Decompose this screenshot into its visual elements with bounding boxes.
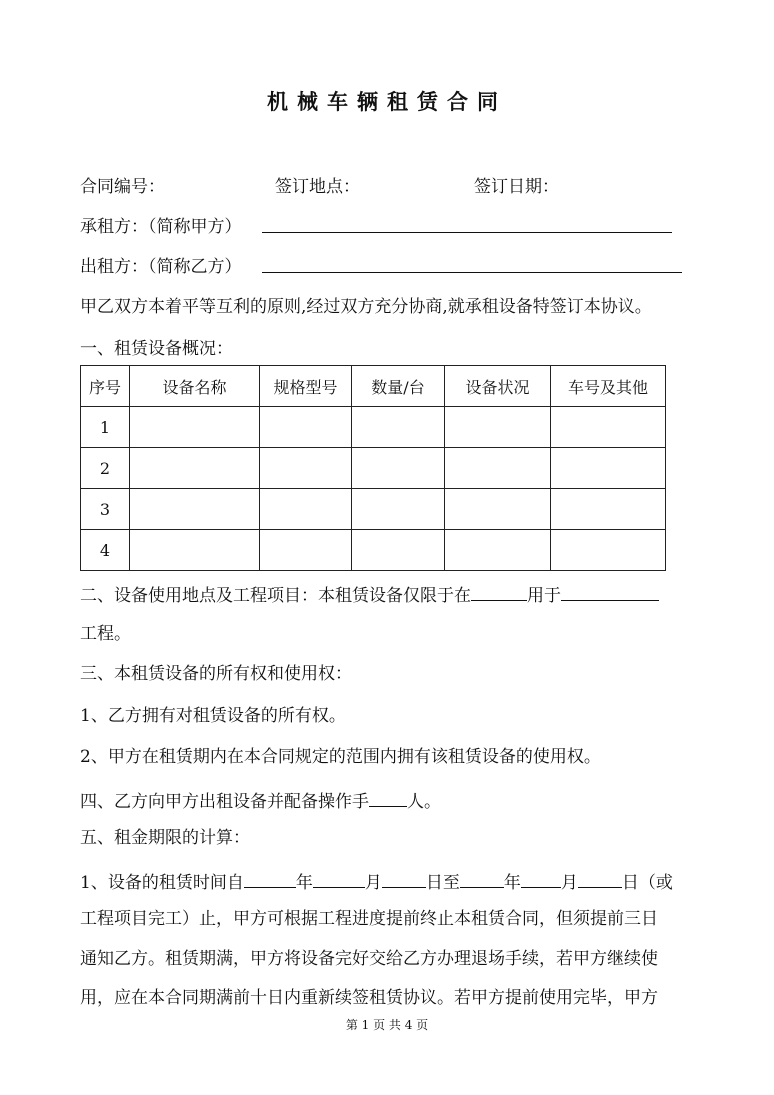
cell-plate[interactable] [551,489,666,530]
month-label: 月 [364,873,382,893]
table-row [81,530,666,571]
sign-place-label: 签订地点： [275,177,360,197]
end-year-blank[interactable] [460,867,504,888]
table-row [81,448,666,489]
end-day-blank[interactable] [578,867,622,888]
project-blank[interactable] [561,580,659,601]
cell-model[interactable] [260,407,352,448]
col-header-name: 设备名称 [130,366,260,407]
operator-count-blank[interactable] [369,786,407,807]
cell-qty[interactable] [352,530,445,571]
col-header-no: 序号 [81,366,130,407]
section4-suffix: 人。 [407,792,441,812]
lessee-label: 承租方：（简称甲方） [80,217,242,237]
section4-line [80,786,441,814]
document-title: 机械车辆租赁合同 [267,90,507,114]
row-number: 2 [81,448,130,489]
start-year-blank[interactable] [244,867,296,888]
col-header-plate: 车号及其他 [551,366,666,407]
end-month-blank[interactable] [521,867,561,888]
section3-item1: 1、乙方拥有对租赁设备的所有权。 [80,706,346,726]
section2-prefix: 二、设备使用地点及工程项目：本租赁设备仅限于在 [80,586,471,606]
section5-heading: 五、租金期限的计算： [80,828,250,848]
cell-condition[interactable] [445,530,551,571]
day-to-label: 日至 [425,873,460,893]
lessee-blank [262,232,672,233]
day-or-label: 日（或 [621,873,673,893]
row-number: 3 [81,489,130,530]
cell-name[interactable] [130,489,260,530]
lessor-blank [262,272,682,273]
start-day-blank[interactable] [382,867,426,888]
cell-model[interactable] [260,448,352,489]
table-row [81,407,666,448]
cell-qty[interactable] [352,448,445,489]
cell-qty[interactable] [352,489,445,530]
year-label-2: 年 [503,873,521,893]
cell-condition[interactable] [445,448,551,489]
cell-plate[interactable] [551,448,666,489]
cell-name[interactable] [130,448,260,489]
cell-condition[interactable] [445,407,551,448]
section2-mid: 用于 [527,586,561,606]
col-header-qty: 数量/台 [352,366,445,407]
col-header-condition: 设备状况 [445,366,551,407]
contract-number-label: 合同编号： [80,177,165,197]
section1-heading: 一、租赁设备概况： [80,339,233,359]
section5-p1-line3: 通知乙方。租赁期满，甲方将设备完好交给乙方办理退场手续，若甲方继续使 [80,949,658,969]
cell-plate[interactable] [551,530,666,571]
section4-prefix: 四、乙方向甲方出租设备并配备操作手 [80,792,369,812]
col-header-model: 规格型号 [260,366,352,407]
cell-qty[interactable] [352,407,445,448]
page-footer: 第 1 页 共 4 页 [345,1018,429,1032]
lessor-label: 出租方：（简称乙方） [80,257,242,277]
table-header-row [81,366,666,407]
start-month-blank[interactable] [313,867,365,888]
section2-continuation: 工程。 [80,624,131,644]
cell-name[interactable] [130,407,260,448]
cell-plate[interactable] [551,407,666,448]
location-blank[interactable] [471,580,527,601]
cell-condition[interactable] [445,489,551,530]
row-number: 1 [81,407,130,448]
section3-item2: 2、甲方在租赁期内在本合同规定的范围内拥有该租赁设备的使用权。 [80,747,601,767]
section5-p1-line1 [80,867,673,895]
equipment-table [80,365,666,571]
cell-name[interactable] [130,530,260,571]
month-label-2: 月 [560,873,578,893]
intro-paragraph: 甲乙双方本着平等互利的原则,经过双方充分协商,就承租设备特签订本协议。 [80,297,652,317]
sign-date-label: 签订日期： [474,177,559,197]
section5-p1-line4: 用，应在本合同期满前十日内重新续签租赁协议。若甲方提前使用完毕，甲方 [80,988,658,1008]
section5-p1-line2: 工程项目完工）止，甲方可根据工程进度提前终止本租赁合同，但须提前三日 [80,909,658,929]
section2-line [80,580,659,608]
section3-heading: 三、本租赁设备的所有权和使用权： [80,664,352,684]
cell-model[interactable] [260,530,352,571]
row-number: 4 [81,530,130,571]
year-label: 年 [295,873,313,893]
rental-period-prefix: 1、设备的租赁时间自 [80,873,244,893]
cell-model[interactable] [260,489,352,530]
table-row [81,489,666,530]
